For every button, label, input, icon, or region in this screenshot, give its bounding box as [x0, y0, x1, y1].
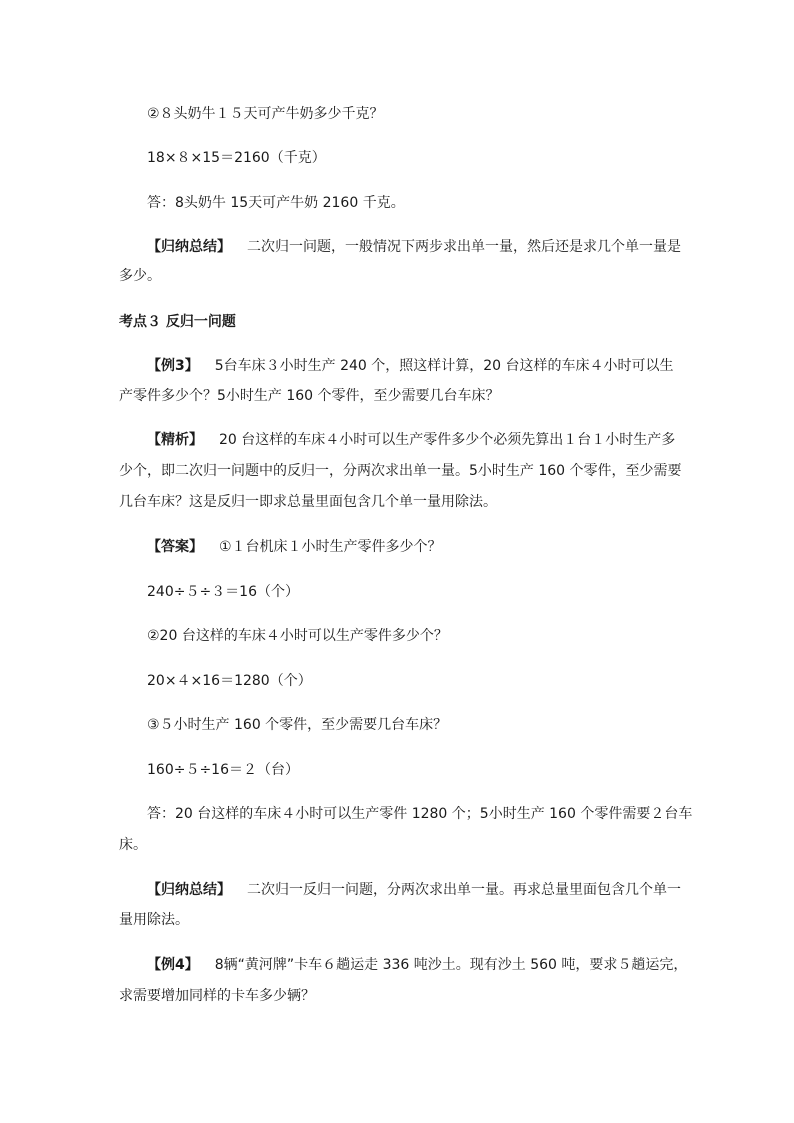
summary-2-line-1 [147, 880, 681, 900]
summary-line-1 [147, 237, 681, 257]
answer-section-line [147, 537, 442, 557]
example-4-text: 8辆“黄河牌”卡车６趟运走 336 吨沙土。现有沙土 560 吨，要求５趟运完， [214, 957, 688, 973]
example-3-line-2: 产零件多少个？5小时生产 160 个零件，至少需要几台车床？ [119, 388, 500, 404]
analysis-text: 20 台这样的车床４小时可以生产零件多少个必须先算出１台１小时生产多 [219, 432, 676, 448]
analysis-line-2: 少个，即二次归一问题中的反归一，分两次求出单一量。5小时生产 160 个零件，至少需要 [119, 463, 682, 479]
summary-label: 【归纳总结】 [147, 239, 231, 255]
example-3-line-1 [147, 356, 674, 376]
example-3-label: 【例3】 [147, 358, 199, 374]
summary-2-line-2: 量用除法。 [119, 912, 189, 928]
example-3-text: 5台车床３小时生产 240 个，照这样计算，20 台这样的车床４小时可以生 [214, 358, 674, 374]
equation-line: 18×８×15＝2160（千克） [147, 150, 326, 166]
example-4-label: 【例4】 [147, 957, 199, 973]
section-heading: 考点３ 反归一问题 [119, 314, 236, 330]
final-answer-line-2: 床。 [119, 837, 147, 853]
summary-2-text: 二次归一反归一问题，分两次求出单一量。再求总量里面包含几个单一 [247, 882, 681, 898]
answer-line: 答：8头奶牛 15天可产牛奶 2160 千克。 [147, 195, 405, 211]
answer-text: ①１台机床１小时生产零件多少个？ [219, 539, 442, 555]
answer-label: 【答案】 [147, 539, 203, 555]
step-2-equation: 20×４×16＝1280（个） [147, 673, 312, 689]
summary-2-label: 【归纳总结】 [147, 882, 231, 898]
analysis-label: 【精析】 [147, 432, 203, 448]
example-4-line-2: 求需要增加同样的卡车多少辆？ [119, 988, 315, 1004]
analysis-line-3: 几台车床？这是反归一即求总量里面包含几个单一量用除法。 [119, 494, 497, 510]
example-4-line-1 [147, 955, 687, 975]
step-2-question: ②20 台这样的车床４小时可以生产零件多少个？ [147, 628, 448, 644]
summary-text: 二次归一问题，一般情况下两步求出单一量，然后还是求几个单一量是 [247, 239, 681, 255]
summary-line-2: 多少。 [119, 268, 161, 284]
analysis-line-1 [147, 430, 675, 450]
step-1-equation: 240÷５÷３＝16（个） [147, 584, 299, 600]
step-3-equation: 160÷５÷16＝２（台） [147, 762, 299, 778]
question-2-line: ②８头奶牛１５天可产牛奶多少千克？ [147, 106, 384, 122]
final-answer-line-1: 答：20 台这样的车床４小时可以生产零件 1280 个；5小时生产 160 个零件需要２台车 [147, 806, 693, 822]
step-3-question: ③５小时生产 160 个零件，至少需要几台车床？ [147, 717, 448, 733]
